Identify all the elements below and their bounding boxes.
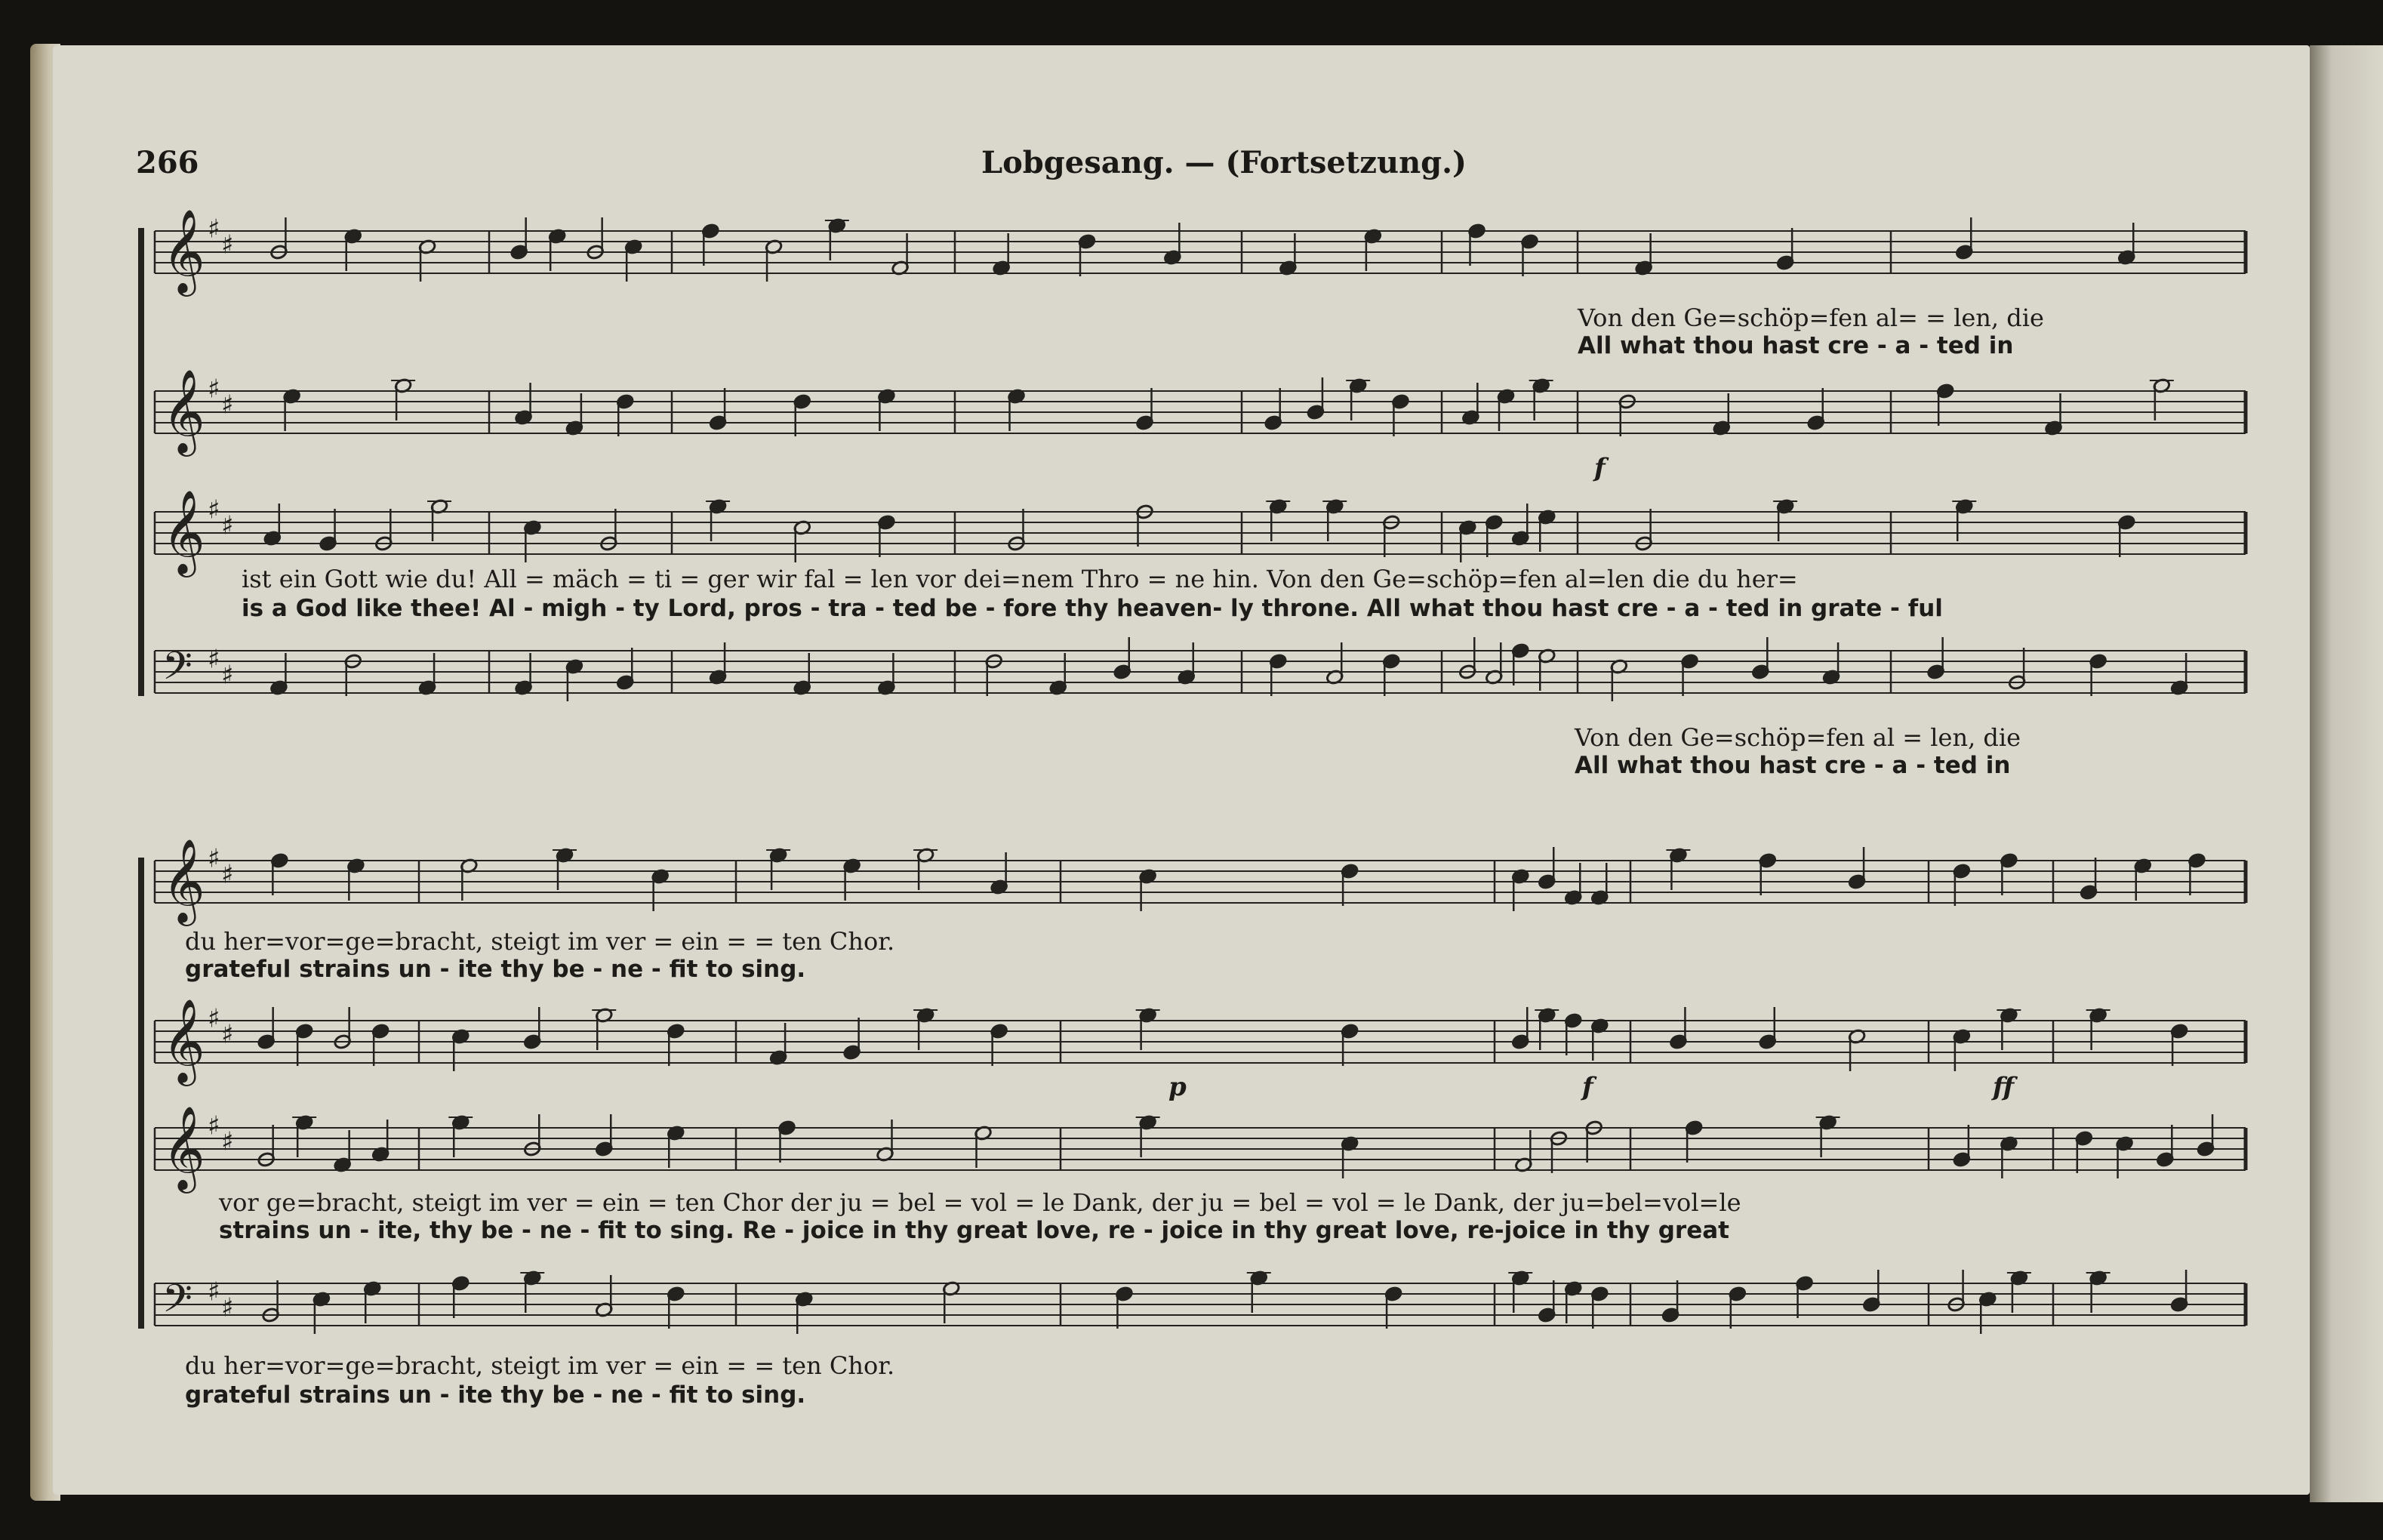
lyrics-s2-staff1-german: du her=vor=ge=bracht, steigt im ver = ein = = ten Chor.	[185, 927, 895, 956]
dynamic-f-s2: f	[1582, 1072, 1593, 1102]
sharp-icon: ♯	[221, 660, 234, 691]
sharp-icon: ♯	[208, 214, 220, 245]
dynamic-ff: ff	[1993, 1072, 2015, 1102]
treble-clef-icon: 𝄞	[162, 368, 205, 453]
bass-clef-icon: 𝄢	[162, 642, 192, 698]
lyrics-s2-staff3-german: vor ge=bracht, steigt im ver = ein = ten Chor der ju = bel = vol = le Dank, der ju = bel = vol = le Dank, der ju=bel=vol=le	[219, 1188, 1741, 1217]
system-bracket	[138, 228, 144, 696]
treble-clef-icon: 𝄞	[162, 997, 205, 1083]
lyrics-s2-staff4-german: du her=vor=ge=bracht, steigt im ver = ein = = ten Chor.	[185, 1351, 895, 1380]
system-bracket	[138, 858, 144, 1329]
sharp-icon: ♯	[221, 390, 234, 420]
lyrics-s2-staff1-english: grateful strains un - ite thy be - ne - fit to sing.	[185, 956, 806, 983]
lyrics-s1-staff3-english: is a God like thee! Al - migh - ty Lord, pros - tra - ted be - fore thy heaven- ly throne. All what thou hast cre - a - ted in grate - ful	[242, 595, 1943, 622]
sharp-icon: ♯	[221, 1126, 234, 1157]
lyrics-s1-staff4-german: Von den Ge=schöp=fen al = len, die	[1575, 723, 2021, 752]
sharp-icon: ♯	[208, 1277, 220, 1307]
dynamic-p: p	[1168, 1072, 1187, 1102]
sharp-icon: ♯	[208, 1003, 220, 1034]
sharp-icon: ♯	[208, 374, 220, 405]
sharp-icon: ♯	[208, 843, 220, 874]
sharp-icon: ♯	[221, 510, 234, 541]
sharp-icon: ♯	[221, 229, 234, 260]
treble-clef-icon: 𝄞	[162, 837, 205, 922]
bass-clef-icon: 𝄢	[162, 1275, 192, 1331]
treble-clef-icon: 𝄞	[162, 1104, 205, 1190]
lyrics-s1-staff1-english: All what thou hast cre - a - ted in	[1578, 332, 2014, 359]
page-number: 266	[136, 145, 199, 180]
lyrics-s1-staff1-german: Von den Ge=schöp=fen al= = len, die	[1578, 303, 2044, 332]
treble-clef-icon: 𝄞	[162, 488, 205, 574]
sharp-icon: ♯	[221, 859, 234, 890]
dynamic-f-s1: f	[1594, 453, 1606, 483]
lyrics-s2-staff4-english: grateful strains un - ite thy be - ne - fit to sing.	[185, 1381, 806, 1409]
sharp-icon: ♯	[208, 494, 220, 525]
lyrics-s1-staff4-english: All what thou hast cre - a - ted in	[1575, 752, 2011, 779]
treble-clef-icon: 𝄞	[162, 208, 205, 293]
lyrics-s1-staff3-german: ist ein Gott wie du! All = mäch = ti = ger wir fal = len vor dei=nem Thro = ne hin. Von den Ge=schöp=fen al=len die du her=	[242, 565, 1798, 593]
sharp-icon: ♯	[221, 1019, 234, 1050]
sharp-icon: ♯	[221, 1292, 234, 1323]
sharp-icon: ♯	[208, 1110, 220, 1141]
lyrics-s2-staff3-english: strains un - ite, thy be - ne - fit to sing. Re - joice in thy great love, re - joice in thy great love, re-joice in thy great	[219, 1217, 1729, 1244]
sharp-icon: ♯	[208, 644, 220, 675]
page-title: Lobgesang. — (Fortsetzung.)	[981, 145, 1467, 180]
